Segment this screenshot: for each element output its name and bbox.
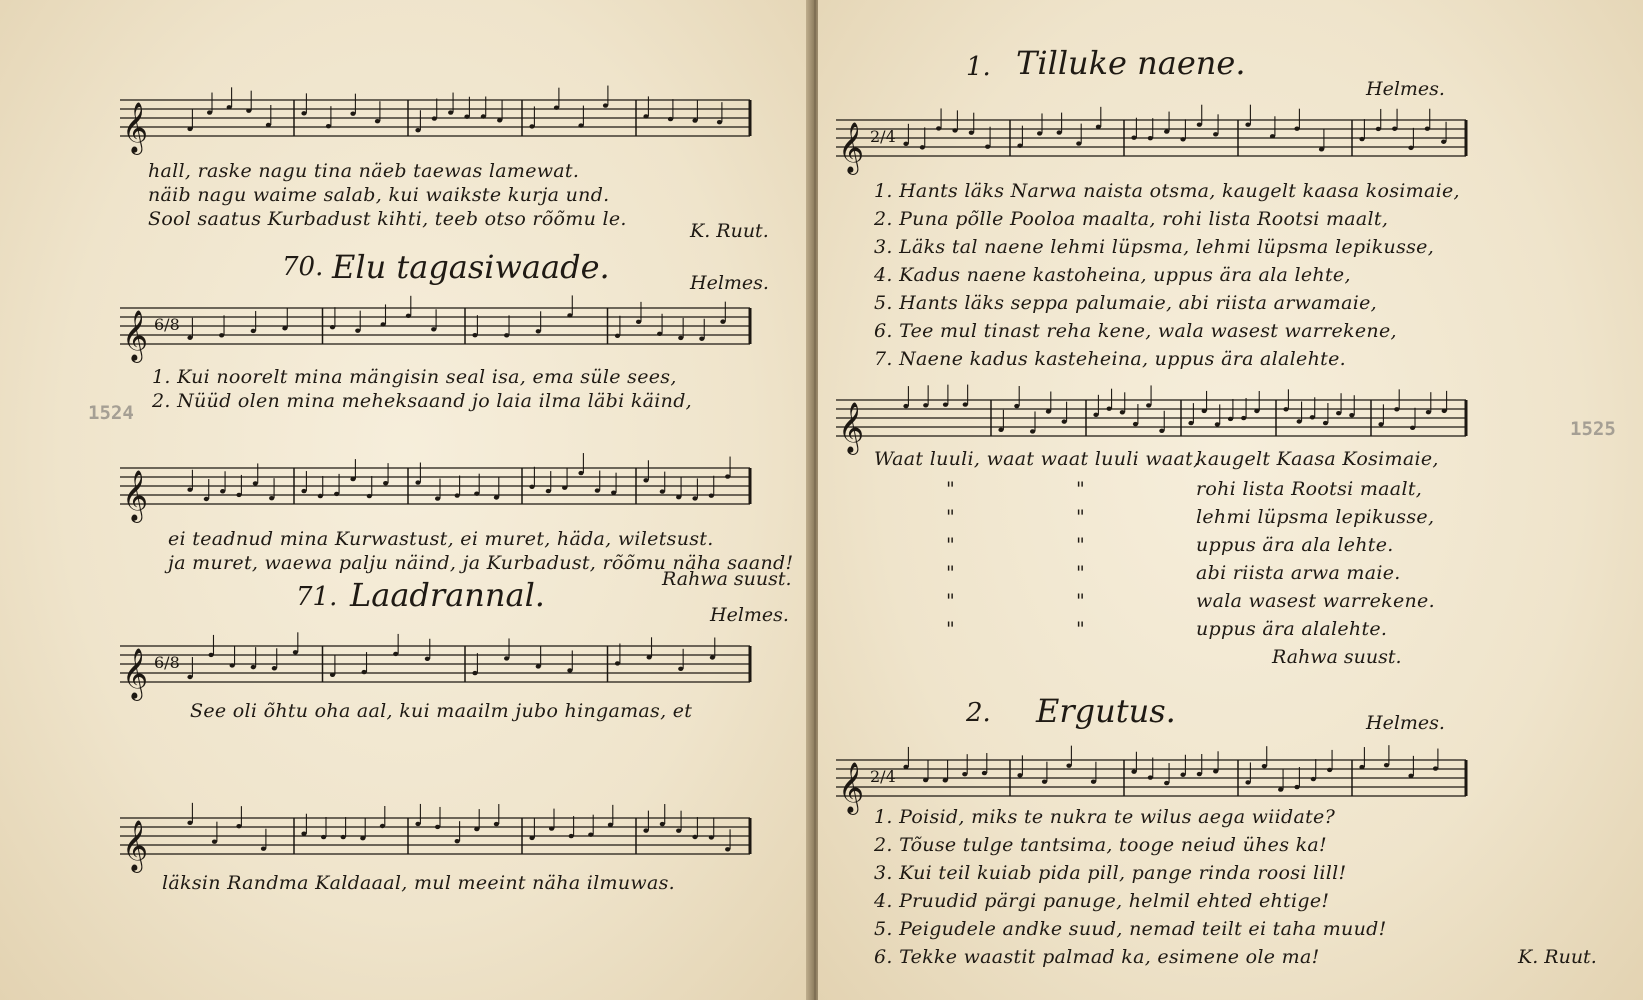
lyric-line: 1. Kui noorelt mina mängisin seal isa, ema süle sees, bbox=[152, 366, 677, 388]
note bbox=[567, 668, 572, 672]
note bbox=[236, 493, 241, 497]
note bbox=[360, 836, 365, 840]
ditto-mark: " bbox=[1076, 618, 1086, 640]
note bbox=[1245, 780, 1250, 784]
note bbox=[1297, 419, 1302, 423]
note bbox=[1410, 426, 1415, 430]
note bbox=[985, 145, 990, 149]
note bbox=[603, 103, 608, 107]
note bbox=[1014, 404, 1019, 408]
library-stamp-right: 1525 bbox=[1570, 418, 1616, 440]
note bbox=[301, 489, 306, 493]
lyric-line: 6. Tee mul tinast reha kene, wala wasest warrekene, bbox=[874, 320, 1397, 342]
note bbox=[920, 145, 925, 149]
note bbox=[301, 111, 306, 115]
note bbox=[709, 494, 714, 498]
lyric-line: ja muret, waewa palju näind, ja Kurbadust, rõõmu näha saand! bbox=[168, 552, 794, 574]
note bbox=[678, 667, 683, 671]
song-title: Tilluke naene. bbox=[1016, 44, 1246, 82]
time-signature: 2/4 bbox=[870, 127, 896, 146]
note bbox=[355, 328, 360, 332]
treble-clef: 𝄞 bbox=[122, 310, 149, 361]
note bbox=[381, 322, 386, 326]
note bbox=[720, 319, 725, 323]
note bbox=[334, 492, 339, 496]
note bbox=[1278, 787, 1283, 791]
note bbox=[567, 313, 572, 317]
note bbox=[1441, 140, 1446, 144]
time-signature: 2/4 bbox=[870, 767, 896, 786]
note bbox=[529, 485, 534, 489]
note bbox=[936, 126, 941, 130]
note bbox=[472, 671, 477, 675]
lyric-line: 2. Puna põlle Pooloa maalta, rohi lista Rootsi maalt, bbox=[874, 208, 1389, 230]
lyric-line: 6. Tekke waastit palmad ka, esimene ole ma! bbox=[874, 946, 1320, 968]
song-title: Laadrannal. bbox=[350, 576, 545, 614]
note bbox=[1180, 773, 1185, 777]
note bbox=[321, 835, 326, 839]
note bbox=[1336, 411, 1341, 415]
note bbox=[415, 480, 420, 484]
refrain-end: abi riista arwa maie. bbox=[1196, 562, 1401, 584]
note bbox=[1442, 409, 1447, 413]
note bbox=[536, 664, 541, 668]
music-staff bbox=[120, 638, 760, 698]
lyric-line: 3. Kui teil kuiab pida pill, pange rinda roosi lill! bbox=[874, 862, 1347, 884]
composer-credit: Helmes. bbox=[690, 272, 769, 294]
note bbox=[660, 489, 665, 493]
note bbox=[1384, 763, 1389, 767]
lyric-line: 4. Kadus naene kastoheina, uppus ära ala lehte, bbox=[874, 264, 1351, 286]
song-number: 1. bbox=[966, 52, 991, 82]
note bbox=[676, 828, 681, 832]
note bbox=[464, 115, 469, 119]
note bbox=[187, 336, 192, 340]
refrain-end: lehmi lüpsma lepikusse, bbox=[1196, 506, 1435, 528]
note bbox=[474, 491, 479, 495]
note bbox=[272, 666, 277, 670]
refrain-end: uppus ära alalehte. bbox=[1196, 618, 1388, 640]
treble-clef: 𝄞 bbox=[838, 122, 865, 173]
note bbox=[1310, 415, 1315, 419]
left-page bbox=[0, 0, 812, 1000]
lyric-line: 2. Tõuse tulge tantsima, tooge neiud ühes ka! bbox=[874, 834, 1327, 856]
note bbox=[923, 778, 928, 782]
music-staff bbox=[836, 392, 1476, 452]
note bbox=[425, 657, 430, 661]
note bbox=[546, 489, 551, 493]
library-stamp-left: 1524 bbox=[88, 402, 134, 424]
note bbox=[1426, 410, 1431, 414]
note bbox=[187, 127, 192, 131]
ditto-mark: " bbox=[946, 506, 956, 528]
refrain-end: wala wasest warrekene. bbox=[1196, 590, 1435, 612]
note bbox=[608, 823, 613, 827]
note bbox=[636, 320, 641, 324]
ditto-mark: " bbox=[946, 618, 956, 640]
treble-clef: 𝄞 bbox=[122, 470, 149, 521]
treble-clef: 𝄞 bbox=[122, 648, 149, 699]
note bbox=[529, 836, 534, 840]
note bbox=[1133, 422, 1138, 426]
ditto-mark: " bbox=[946, 590, 956, 612]
ditto-mark: " bbox=[1076, 534, 1086, 556]
note bbox=[1213, 769, 1218, 773]
note bbox=[1188, 421, 1193, 425]
note bbox=[692, 496, 697, 500]
note bbox=[504, 656, 509, 660]
note bbox=[709, 835, 714, 839]
note bbox=[1241, 416, 1246, 420]
note bbox=[725, 474, 730, 478]
note bbox=[504, 333, 509, 337]
note bbox=[341, 835, 346, 839]
note bbox=[1425, 127, 1430, 131]
note bbox=[943, 402, 948, 406]
composer-credit: Helmes. bbox=[1366, 712, 1445, 734]
ditto-mark: " bbox=[1076, 506, 1086, 528]
note bbox=[212, 839, 217, 843]
lyric-line: 1. Poisid, miks te nukra te wilus aega wiidate? bbox=[874, 806, 1336, 828]
note bbox=[227, 105, 232, 109]
note bbox=[187, 821, 192, 825]
note bbox=[393, 652, 398, 656]
note bbox=[293, 650, 298, 654]
ditto-mark: " bbox=[946, 534, 956, 556]
note bbox=[474, 827, 479, 831]
song-number: 71. bbox=[296, 582, 338, 612]
note bbox=[1197, 772, 1202, 776]
music-staff bbox=[836, 112, 1476, 172]
note bbox=[431, 327, 436, 331]
note bbox=[595, 488, 600, 492]
note bbox=[1197, 123, 1202, 127]
note bbox=[219, 333, 224, 337]
note bbox=[647, 655, 652, 659]
ditto-mark: " bbox=[1076, 478, 1086, 500]
note bbox=[1349, 413, 1354, 417]
note bbox=[350, 111, 355, 115]
note bbox=[1120, 410, 1125, 414]
time-signature: 6/8 bbox=[154, 653, 180, 672]
treble-clef: 𝄞 bbox=[122, 102, 149, 153]
note bbox=[251, 329, 256, 333]
note bbox=[1392, 127, 1397, 131]
note bbox=[1076, 141, 1081, 145]
note bbox=[435, 496, 440, 500]
note bbox=[497, 118, 502, 122]
note bbox=[692, 118, 697, 122]
note bbox=[1164, 781, 1169, 785]
note bbox=[208, 653, 213, 657]
lyric-line: See oli õhtu oha aal, kui maailm jubo hingamas, et bbox=[190, 700, 693, 722]
note bbox=[1093, 413, 1098, 417]
lyric-line: 2. Nüüd olen mina meheksaand jo laia ilma läbi käind, bbox=[152, 390, 692, 412]
refrain-end: uppus ära ala lehte. bbox=[1196, 534, 1394, 556]
music-staff bbox=[120, 460, 760, 520]
composer-credit: Helmes. bbox=[710, 604, 789, 626]
source-credit: Rahwa suust. bbox=[1272, 646, 1402, 668]
note bbox=[903, 142, 908, 146]
ditto-mark: " bbox=[1076, 562, 1086, 584]
note bbox=[415, 128, 420, 132]
note bbox=[660, 822, 665, 826]
lyric-line: 3. Läks tal naene lehmi lüpsma, lehmi lüpsma lepikusse, bbox=[874, 236, 1435, 258]
note bbox=[1213, 132, 1218, 136]
note bbox=[367, 494, 372, 498]
lyric-line: 1. Hants läks Narwa naista otsma, kaugelt kaasa kosimaie, bbox=[874, 180, 1460, 202]
lyric-line: läksin Randma Kaldaaal, mul meeint näha ilmuwas. bbox=[162, 872, 675, 894]
note bbox=[455, 493, 460, 497]
note bbox=[318, 494, 323, 498]
note bbox=[943, 778, 948, 782]
note bbox=[588, 832, 593, 836]
note bbox=[710, 655, 715, 659]
lyric-line: 5. Hants läks seppa palumaie, abi riista arwamaie, bbox=[874, 292, 1377, 314]
note bbox=[236, 824, 241, 828]
note bbox=[380, 824, 385, 828]
author-credit: K. Ruut. bbox=[690, 220, 769, 242]
note bbox=[1254, 409, 1259, 413]
ditto-mark: " bbox=[1076, 590, 1086, 612]
lyric-line: 4. Pruudid pärgi panuge, helmil ehted ehtige! bbox=[874, 890, 1330, 912]
note bbox=[717, 120, 722, 124]
note bbox=[952, 128, 957, 132]
note bbox=[1159, 429, 1164, 433]
note bbox=[362, 670, 367, 674]
note bbox=[1378, 422, 1383, 426]
note bbox=[1270, 134, 1275, 138]
note bbox=[923, 403, 928, 407]
note bbox=[1046, 409, 1051, 413]
note bbox=[415, 822, 420, 826]
lyric-line: ei teadnud mina Kurwastust, ei muret, häda, wiletsust. bbox=[168, 528, 714, 550]
note bbox=[1433, 766, 1438, 770]
note bbox=[1245, 122, 1250, 126]
lyric-line: 5. Peigudele andke suud, nemad teilt ei taha muud! bbox=[874, 918, 1387, 940]
note bbox=[643, 478, 648, 482]
treble-clef: 𝄞 bbox=[838, 402, 865, 453]
music-staff bbox=[120, 810, 760, 870]
note bbox=[1066, 763, 1071, 767]
note bbox=[266, 123, 271, 127]
note bbox=[1042, 779, 1047, 783]
note bbox=[725, 847, 730, 851]
note bbox=[657, 332, 662, 336]
note bbox=[455, 839, 460, 843]
note bbox=[549, 826, 554, 830]
note bbox=[578, 471, 583, 475]
note bbox=[330, 673, 335, 677]
note bbox=[246, 108, 251, 112]
note bbox=[678, 336, 683, 340]
refrain-end: rohi lista Rootsi maalt, bbox=[1196, 478, 1423, 500]
note bbox=[187, 488, 192, 492]
note bbox=[261, 847, 266, 851]
note bbox=[1131, 770, 1136, 774]
note bbox=[1148, 136, 1153, 140]
note bbox=[1148, 775, 1153, 779]
note bbox=[1062, 419, 1067, 423]
note bbox=[204, 497, 209, 501]
note bbox=[1164, 129, 1169, 133]
note bbox=[1228, 417, 1233, 421]
note bbox=[998, 428, 1003, 432]
time-signature: 6/8 bbox=[154, 315, 180, 334]
note bbox=[1215, 422, 1220, 426]
note bbox=[230, 663, 235, 667]
note bbox=[562, 485, 567, 489]
note bbox=[1107, 406, 1112, 410]
note bbox=[1057, 130, 1062, 134]
note bbox=[251, 665, 256, 669]
note bbox=[1091, 780, 1096, 784]
song-number: 70. bbox=[282, 252, 324, 282]
composer-credit: Helmes. bbox=[1366, 78, 1445, 100]
note bbox=[668, 117, 673, 121]
note bbox=[615, 661, 620, 665]
ditto-mark: " bbox=[946, 478, 956, 500]
refrain-start: Waat luuli, waat waat luuli waat, bbox=[874, 448, 1200, 470]
note bbox=[220, 489, 225, 493]
note bbox=[494, 822, 499, 826]
note bbox=[1294, 126, 1299, 130]
note bbox=[326, 124, 331, 128]
lyric-line: Sool saatus Kurbadust kihti, teeb otso rõõmu le. bbox=[148, 208, 627, 230]
note bbox=[282, 326, 287, 330]
note bbox=[1030, 429, 1035, 433]
note bbox=[253, 481, 258, 485]
song-title: Elu tagasiwaade. bbox=[332, 248, 610, 286]
note bbox=[1294, 785, 1299, 789]
note bbox=[269, 496, 274, 500]
note bbox=[611, 490, 616, 494]
note bbox=[962, 772, 967, 776]
note bbox=[963, 402, 968, 406]
note bbox=[207, 110, 212, 114]
source-credit: Rahwa suust. bbox=[662, 568, 792, 590]
refrain-end: kaugelt Kaasa Kosimaie, bbox=[1196, 448, 1439, 470]
note bbox=[643, 114, 648, 118]
note bbox=[1146, 403, 1151, 407]
note bbox=[1131, 136, 1136, 140]
author-credit: K. Ruut. bbox=[1518, 946, 1597, 968]
note bbox=[1394, 407, 1399, 411]
note bbox=[982, 771, 987, 775]
note bbox=[375, 119, 380, 123]
song-title: Ergutus. bbox=[1036, 692, 1176, 730]
note bbox=[969, 130, 974, 134]
note bbox=[472, 333, 477, 337]
note bbox=[643, 828, 648, 832]
note bbox=[903, 765, 908, 769]
note bbox=[1376, 127, 1381, 131]
note bbox=[330, 325, 335, 329]
note bbox=[1017, 143, 1022, 147]
note bbox=[676, 495, 681, 499]
note bbox=[699, 337, 704, 341]
note bbox=[406, 314, 411, 318]
music-staff bbox=[120, 300, 760, 360]
note bbox=[301, 832, 306, 836]
note bbox=[536, 329, 541, 333]
note bbox=[1359, 137, 1364, 141]
note bbox=[1311, 777, 1316, 781]
note bbox=[350, 477, 355, 481]
note bbox=[569, 834, 574, 838]
note bbox=[692, 835, 697, 839]
note bbox=[1037, 131, 1042, 135]
note bbox=[435, 825, 440, 829]
note bbox=[481, 114, 486, 118]
music-staff bbox=[120, 92, 760, 152]
lyric-line: 7. Naene kadus kasteheina, uppus ära alalehte. bbox=[874, 348, 1346, 370]
treble-clef: 𝄞 bbox=[122, 820, 149, 871]
note bbox=[448, 110, 453, 114]
note bbox=[578, 123, 583, 127]
note bbox=[1323, 421, 1328, 425]
note bbox=[383, 481, 388, 485]
note bbox=[615, 334, 620, 338]
note bbox=[494, 495, 499, 499]
note bbox=[1262, 764, 1267, 768]
note bbox=[1408, 774, 1413, 778]
note bbox=[1408, 146, 1413, 150]
note bbox=[1319, 147, 1324, 151]
note bbox=[1327, 768, 1332, 772]
lyric-line: hall, raske nagu tina näeb taewas lamewat. bbox=[148, 160, 580, 182]
right-page bbox=[818, 0, 1643, 1000]
note bbox=[554, 105, 559, 109]
note bbox=[1283, 407, 1288, 411]
song-number: 2. bbox=[966, 698, 991, 728]
note bbox=[1359, 765, 1364, 769]
note bbox=[1017, 773, 1022, 777]
lyric-line: näib nagu waime salab, kui waikste kurja und. bbox=[148, 184, 610, 206]
note bbox=[432, 116, 437, 120]
music-staff bbox=[836, 752, 1476, 812]
note bbox=[1202, 409, 1207, 413]
treble-clef: 𝄞 bbox=[838, 762, 865, 813]
note bbox=[903, 404, 908, 408]
note bbox=[529, 124, 534, 128]
note bbox=[1096, 125, 1101, 129]
note bbox=[1180, 137, 1185, 141]
note bbox=[187, 675, 192, 679]
ditto-mark: " bbox=[946, 562, 956, 584]
